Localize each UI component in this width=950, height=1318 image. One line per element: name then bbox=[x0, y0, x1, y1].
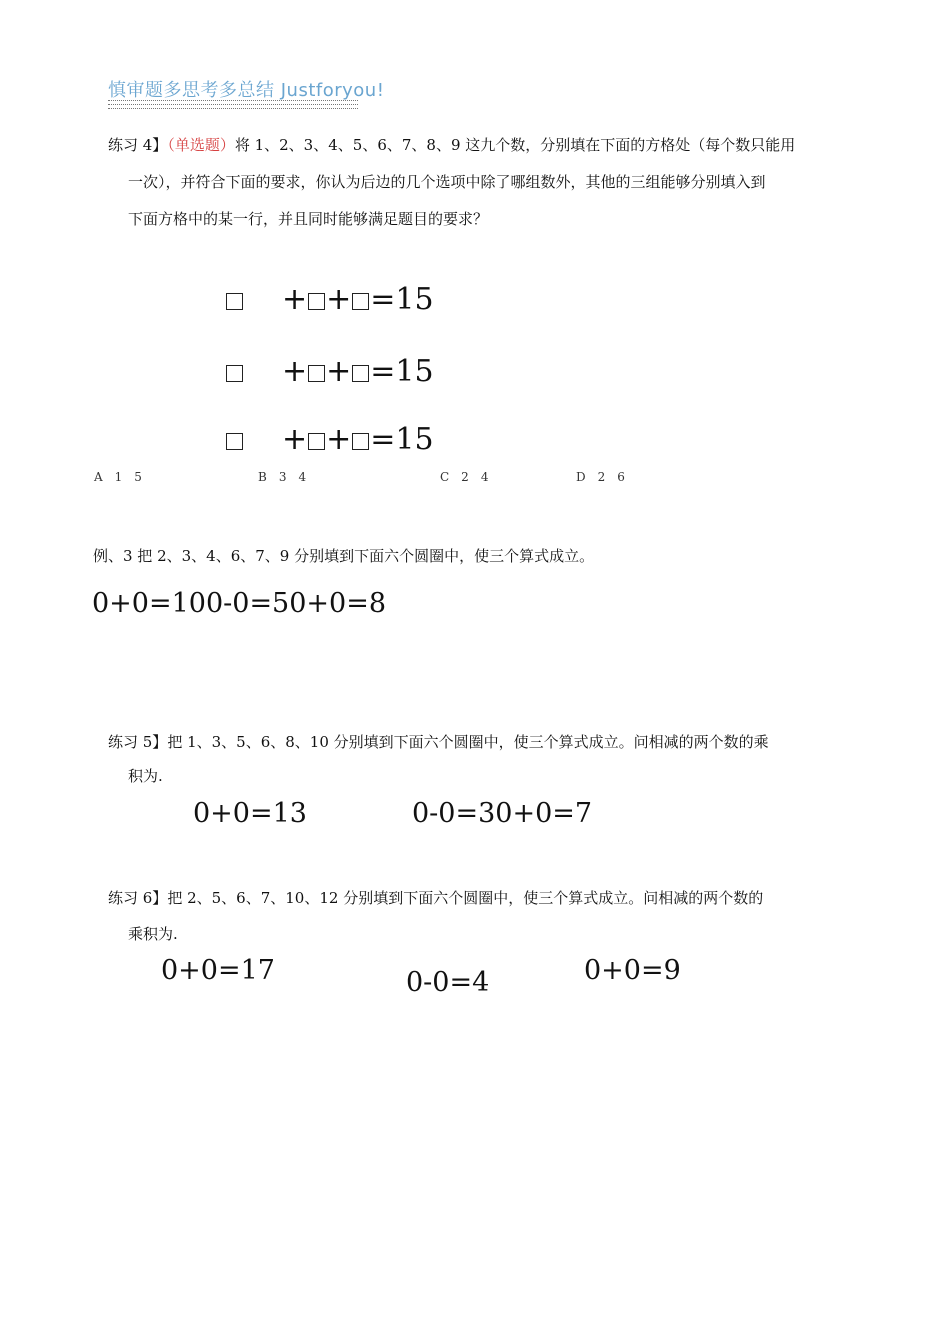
blank-square[interactable] bbox=[352, 293, 369, 310]
exercise4-label: 练习 4】 bbox=[108, 136, 168, 154]
blank-square[interactable] bbox=[308, 365, 325, 382]
exercise5-line2: 积为. bbox=[128, 767, 163, 785]
example3-text: 例、3 把 2、3、4、6、7、9 分别填到下面六个圆圈中，使三个算式成立。 bbox=[93, 547, 595, 565]
blank-square[interactable] bbox=[226, 293, 243, 310]
equation-result: =15 bbox=[370, 282, 434, 317]
blank-square[interactable] bbox=[226, 365, 243, 382]
exercise4-line2: 一次），并符合下面的要求，你认为后边的几个选项中除了哪组数外，其他的三组能够分别填入到 bbox=[128, 173, 766, 191]
plus-sign: + bbox=[326, 422, 352, 457]
exercise4-line1 bbox=[108, 127, 795, 163]
exercise5-text1: 把 1、3、5、6、8、10 分别填到下面六个圆圈中，使三个算式成立。问相减的两个数的乘 bbox=[167, 733, 769, 751]
header-underline-3 bbox=[108, 108, 358, 109]
header-underline-2 bbox=[108, 104, 358, 105]
exercise5-label: 练习 5】 bbox=[108, 733, 168, 751]
exercise6-equation-1: 0+0=17 bbox=[161, 955, 275, 986]
exercise4-tag: （单选题） bbox=[167, 136, 235, 154]
exercise4-line3: 下面方格中的某一行，并且同时能够满足题目的要求？ bbox=[128, 210, 489, 228]
exercise6-text1: 把 2、5、6、7、10、12 分别填到下面六个圆圈中，使三个算式成立。问相减的两个数的 bbox=[167, 889, 764, 907]
blank-square[interactable] bbox=[308, 293, 325, 310]
blank-square[interactable] bbox=[226, 433, 243, 450]
exercise4-text1: 将 1、2、3、4、5、6、7、8、9 这九个数，分别填在下面的方格处（每个数只能用 bbox=[234, 136, 796, 154]
plus-sign: + bbox=[282, 354, 308, 389]
exercise6-equation-2: 0-0=4 bbox=[406, 967, 490, 998]
blank-square[interactable] bbox=[352, 433, 369, 450]
plus-sign: + bbox=[282, 282, 308, 317]
blank-square[interactable] bbox=[308, 433, 325, 450]
exercise5-line1 bbox=[108, 724, 769, 760]
plus-sign: + bbox=[326, 282, 352, 317]
plus-sign: + bbox=[326, 354, 352, 389]
option-d[interactable]: D 2 6 bbox=[576, 470, 625, 484]
option-a[interactable]: A 1 5 bbox=[94, 470, 142, 484]
exercise6-label: 练习 6】 bbox=[108, 889, 168, 907]
equation-row-3 bbox=[225, 422, 434, 457]
exercise6-equation-3: 0+0=9 bbox=[584, 955, 681, 986]
header-underline bbox=[108, 100, 358, 101]
equation-result: =15 bbox=[370, 422, 434, 457]
option-b[interactable]: B 3 4 bbox=[258, 470, 307, 484]
example3-equation: 0+0=100-0=50+0=8 bbox=[92, 588, 387, 619]
equation-row-2 bbox=[225, 354, 434, 389]
option-c[interactable]: C 2 4 bbox=[440, 470, 489, 484]
exercise5-equation-1: 0+0=13 bbox=[193, 798, 307, 829]
exercise5-equation-2: 0-0=30+0=7 bbox=[412, 798, 593, 829]
page-header: 慎审题多思考多总结 Justforyou! bbox=[108, 80, 385, 101]
exercise6-line1 bbox=[108, 880, 763, 916]
plus-sign: + bbox=[282, 422, 308, 457]
equation-row-1 bbox=[225, 282, 434, 317]
blank-square[interactable] bbox=[352, 365, 369, 382]
equation-result: =15 bbox=[370, 354, 434, 389]
exercise6-line2: 乘积为. bbox=[128, 925, 178, 943]
